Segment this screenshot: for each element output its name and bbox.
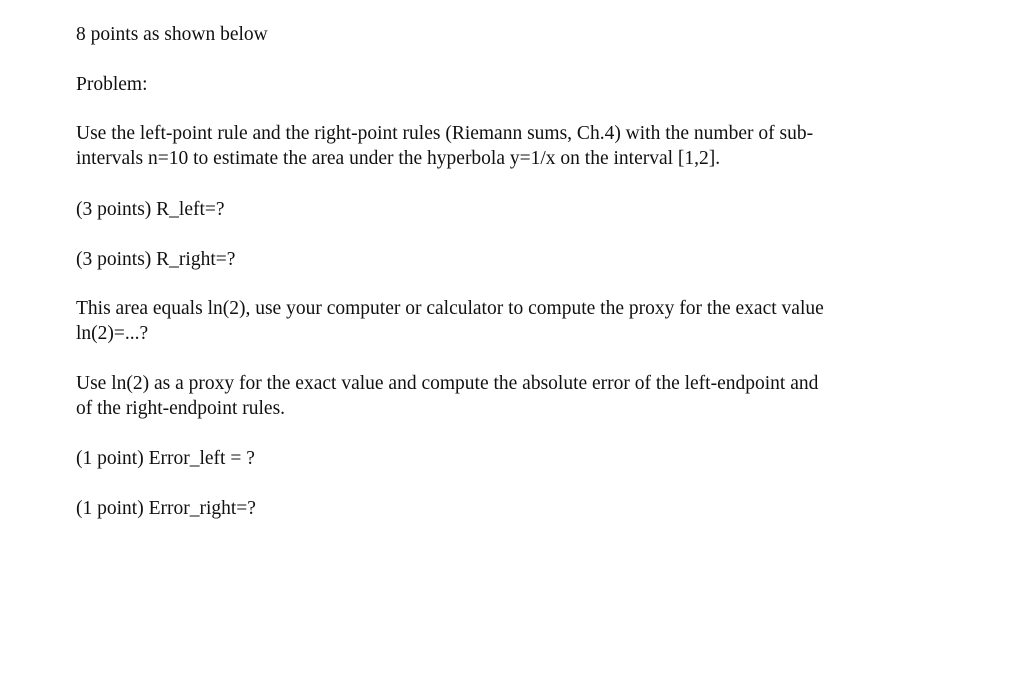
error-right-question: (1 point) Error_right=? (76, 498, 256, 519)
ln2-line-2: ln(2)=...? (76, 323, 149, 344)
error-instructions-line-2: of the right-endpoint rules. (76, 398, 286, 419)
ln2-line-1: This area equals ln(2), use your computer or calculator to compute the proxy for the exact value (76, 298, 824, 319)
problem-label: Problem: (76, 74, 148, 95)
error-instructions-line-1: Use ln(2) as a proxy for the exact value and compute the absolute error of the left-endpoint and (76, 373, 819, 394)
ln2-question (76, 296, 916, 346)
error-instructions (76, 371, 916, 421)
task-line-1: Use the left-point rule and the right-point rules (Riemann sums, Ch.4) with the number of sub- (76, 123, 814, 144)
error-left-question: (1 point) Error_left = ? (76, 448, 255, 469)
r-left-question: (3 points) R_left=? (76, 199, 225, 220)
task-description (76, 121, 916, 171)
points-heading: 8 points as shown below (76, 24, 268, 45)
r-right-question: (3 points) R_right=? (76, 249, 236, 270)
task-line-2: intervals n=10 to estimate the area under the hyperbola y=1/x on the interval [1,2]. (76, 148, 721, 169)
